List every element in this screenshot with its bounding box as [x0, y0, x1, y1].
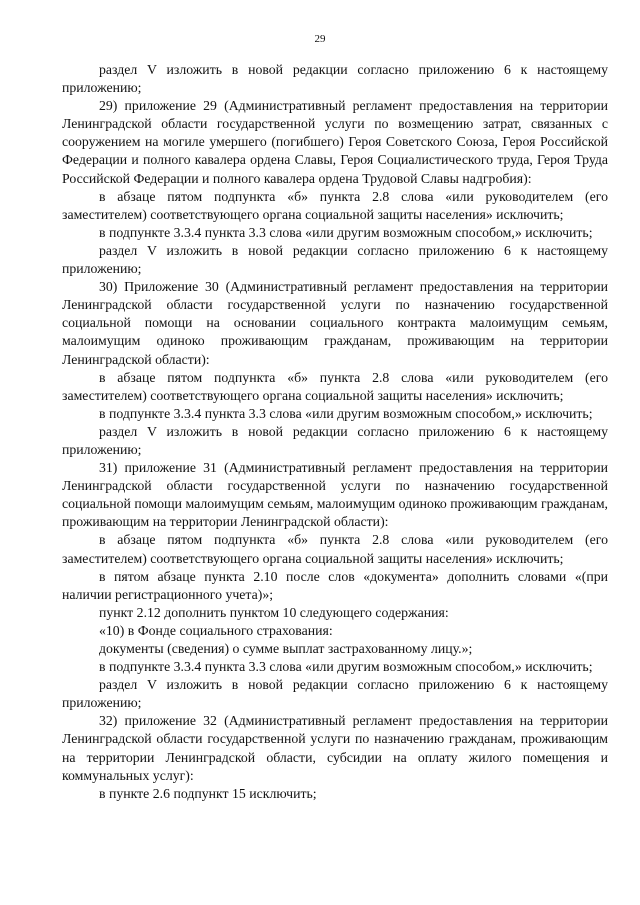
paragraph: в пятом абзаце пункта 2.10 после слов «документа» дополнить словами «(при наличии регистрационного учета)»;: [62, 568, 608, 602]
paragraph: в пункте 2.6 подпункт 15 исключить;: [99, 785, 317, 801]
paragraph: в абзаце пятом подпункта «б» пункта 2.8 слова «или руководителем (его заместителем) соответствующего органа социальной защиты населения» исключить;: [62, 188, 608, 222]
paragraph: в подпункте 3.3.4 пункта 3.3 слова «или другим возможным способом,» исключить;: [99, 405, 593, 421]
paragraph: раздел V изложить в новой редакции согласно приложению 6 к настоящему приложению;: [62, 62, 608, 96]
page-number: 29: [314, 33, 326, 45]
paragraph: документы (сведения) о сумме выплат застрахованному лицу.»;: [99, 641, 473, 656]
document-body: [62, 61, 608, 803]
paragraph: в подпункте 3.3.4 пункта 3.3 слова «или другим возможным способом,» исключить;: [99, 224, 593, 240]
paragraph: 32) приложение 32 (Административный регламент предоставления на территории Ленинградской области государственной услуги по назначению гражданам, проживающим на территории Ленинградской области, субсидии на оплату жилого помещения и коммунальных услуг):: [62, 713, 608, 783]
paragraph: в подпункте 3.3.4 пункта 3.3 слова «или другим возможным способом,» исключить;: [99, 659, 593, 675]
paragraph: 29) приложение 29 (Административный регламент предоставления на территории Ленинградской области государственной услуги по возмещению затрат, связанных с сооружением на могиле умершего (погибшего) Героя Советского Союза, Героя Российской Федерации и полного кавалера ордена Славы, Героя Социалистического труда, Героя Труда Российской Федерации и полного кавалера ордена Трудовой Славы надгробия):: [62, 98, 608, 186]
paragraph: 30) Приложение 30 (Административный регламент предоставления на территории Ленинградской области государственной услуги по назначению государственной социальной помощи на основании социального контракта малоимущим семьям, малоимущим одиноко проживающим гражданам, проживающим на территории Ленинградской области):: [62, 279, 608, 367]
paragraph: раздел V изложить в новой редакции согласно приложению 6 к настоящему приложению;: [62, 677, 608, 711]
paragraph: раздел V изложить в новой редакции согласно приложению 6 к настоящему приложению;: [62, 242, 608, 277]
paragraph: в абзаце пятом подпункта «б» пункта 2.8 слова «или руководителем (его заместителем) соответствующего органа социальной защиты населения» исключить;: [62, 369, 608, 403]
paragraph: раздел V изложить в новой редакции согласно приложению 6 к настоящему приложению;: [62, 423, 608, 457]
paragraph: в абзаце пятом подпункта «б» пункта 2.8 слова «или руководителем (его заместителем) соответствующего органа социальной защиты населения» исключить;: [62, 532, 608, 566]
paragraph: пункт 2.12 дополнить пунктом 10 следующего содержания:: [99, 604, 449, 620]
paragraph: «10) в Фонде социального страхования:: [99, 622, 333, 638]
paragraph: 31) приложение 31 (Административный регламент предоставления на территории Ленинградской области государственной услуги по назначению государственной социальной помощи малоимущим семьям, малоимущим одиноко проживающим гражданам, проживающим на территории Ленинградской области):: [62, 460, 608, 530]
